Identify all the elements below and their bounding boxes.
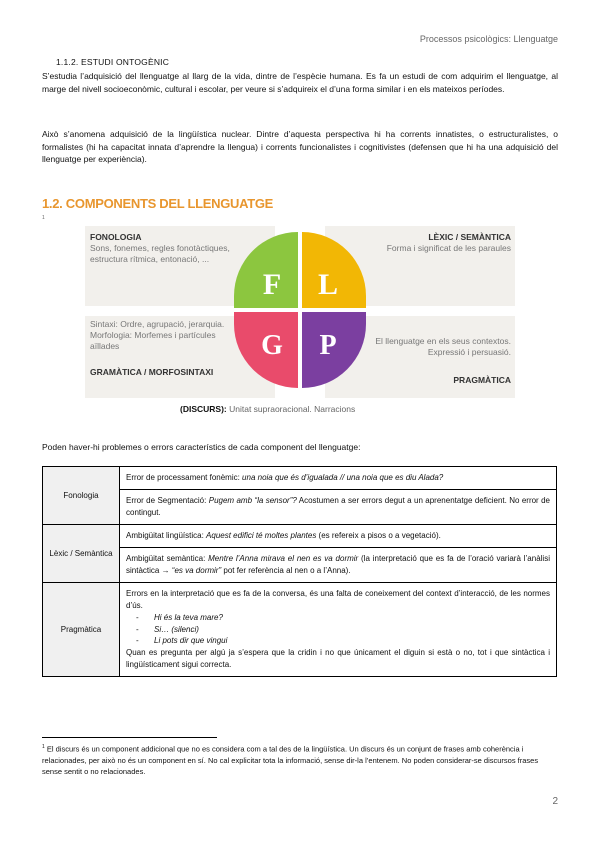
table-row bbox=[43, 583, 557, 677]
components-heading: 1.2. COMPONENTS DEL LLENGUATGE bbox=[42, 196, 274, 211]
lexic-row-1-example: Aquest edifici té moltes plantes bbox=[206, 531, 317, 540]
figure-caption bbox=[180, 404, 355, 414]
lexic-title: LÈXIC / SEMÀNTICA bbox=[428, 232, 511, 242]
fonologia-row-1-prefix: Error de processament fonèmic: bbox=[126, 473, 243, 482]
pragmatica-text: Errors en la interpretació que es fa de la conversa, és una falta de coneixement del context d’interacció, de les normes d’ús. bbox=[126, 589, 550, 610]
gramatica-text: Sintaxi: Ordre, agrupació, jerarquia. Morfologia: Morfemes i partícules aïllades bbox=[90, 319, 225, 351]
lexic-row-1-prefix: Ambigüitat lingüística: bbox=[126, 531, 207, 540]
pragmatica-examples bbox=[126, 612, 550, 647]
letter-p: P bbox=[319, 330, 337, 361]
lexic-row-1-suffix: (es refereix a pisos o a vegetació). bbox=[316, 531, 441, 540]
fonologia-text: Sons, fonemes, regles fonotàctiques, estructura rítmica, entonació, ... bbox=[90, 243, 230, 264]
pragmatica-title: PRAGMÀTICA bbox=[453, 375, 511, 385]
paragraph-1: S’estudia l’adquisició del llenguatge al llarg de la vida, dintre de l’espècie humana. Es fa un estudi de com adquirim el llenguatge, al marge del nivell socioeconòmic, cultural i escolar, per veure si s’adquireix el d’una forma similar i en els mateixos períodes. bbox=[42, 71, 558, 94]
fonologia-row-2-example: Pugem amb “la sensor”? bbox=[208, 496, 297, 505]
fonologia-row-1 bbox=[120, 467, 557, 490]
errors-table bbox=[42, 466, 557, 677]
fonologia-title: FONOLOGIA bbox=[90, 232, 142, 242]
fonologia-row-2-suffix: Acostumen a ser errors degut a un aprenentatge deficient. No error de contingut. bbox=[126, 496, 551, 517]
lexic-row-2-suffix: pot fer referència al nen o a l’Anna). bbox=[221, 566, 351, 575]
paragraph-2: Això s’anomena adquisició de la lingüística nuclear. Dintre d’aquesta perspectiva hi ha corrents innatistes, o estructuralistes, o formalistes (hi ha capacitat innata d’aprendre la llengua) i corrents funcionalistes i cognitivistes (defensen que hi ha una adquisició del llenguatge per experiència). bbox=[42, 129, 558, 164]
letter-l: L bbox=[317, 268, 339, 301]
letter-f: F bbox=[262, 268, 282, 301]
caption-label: (DISCURS): bbox=[180, 404, 227, 414]
fonologia-row-2 bbox=[120, 490, 557, 525]
footnote-reference: 1 bbox=[42, 215, 45, 221]
running-header: Processos psicològics: Llenguatge bbox=[419, 34, 558, 44]
lexic-row-2 bbox=[120, 548, 557, 583]
lexic-text: Forma i significat de les paraules bbox=[386, 243, 511, 253]
footnote-text: El discurs és un component addicional que no es considera com a tal des de la lingüística. Un discurs és un conjunt de frases amb coherència i relacionades, per això no és un component en sí. No cal explicitar tota la informació, sense dir-la l’entenem. No poden considerar-se discursos frases sense sentit o no relacionades. bbox=[42, 744, 539, 776]
list-item: - Li pots dir que vingui bbox=[140, 635, 550, 647]
list-item: - Hi és la teva mare? bbox=[140, 612, 550, 624]
lexic-row-2-example: Mentre l’Anna mirava el nen es va dormir bbox=[208, 554, 359, 563]
table-row bbox=[43, 467, 557, 490]
lexic-row-2-prefix: Ambigüitat semàntica: bbox=[126, 554, 209, 563]
fonologia-row-2-prefix: Error de Segmentació: bbox=[126, 496, 209, 505]
table-intro: Poden haver-hi problemes o errors característics de cada component del llenguatge: bbox=[42, 442, 361, 452]
list-item: - Si… (silenci) bbox=[140, 624, 550, 636]
footnote-number: 1 bbox=[42, 744, 45, 750]
caption-text: Unitat supraoracional. Narracions bbox=[226, 404, 356, 414]
table-row bbox=[43, 548, 557, 583]
footnote-rule bbox=[42, 737, 217, 738]
fonologia-row-1-example: una noia que és d’igualada // una noia que es diu Alada? bbox=[242, 473, 444, 482]
lexic-row-2-middle: (la interpretació que es fa de l’oració variarà l’anàlisi sintàctica → bbox=[126, 554, 550, 575]
components-figure bbox=[85, 226, 515, 398]
page-number: 2 bbox=[552, 796, 558, 807]
letter-g: G bbox=[261, 330, 283, 361]
fonologia-cell: Fonologia bbox=[43, 467, 120, 525]
pragmatica-row bbox=[120, 583, 557, 677]
footnote bbox=[42, 742, 558, 777]
pragmatica-text: El llenguatge en els seus contextos. Expressió i persuasió. bbox=[375, 336, 511, 357]
lexic-row-2-quote: “es va dormir” bbox=[171, 566, 222, 575]
lexic-cell: Lèxic / Semàntica bbox=[43, 525, 120, 583]
table-row bbox=[43, 490, 557, 525]
section-title: 1.1.2. ESTUDI ONTOGÈNIC bbox=[56, 57, 170, 67]
gramatica-title: GRAMÀTICA / MORFOSINTAXI bbox=[90, 367, 214, 377]
pragmatica-cell: Pragmàtica bbox=[43, 583, 120, 677]
table-row bbox=[43, 525, 557, 548]
flgp-quadrants bbox=[232, 230, 368, 390]
lexic-row-1 bbox=[120, 525, 557, 548]
pragmatica-closing: Quan es pregunta per algú ja s’espera que la cridin i no que únicament el diguin si està o no, tot i que sintàctica i lingüísticament sigui correcta. bbox=[126, 647, 550, 669]
